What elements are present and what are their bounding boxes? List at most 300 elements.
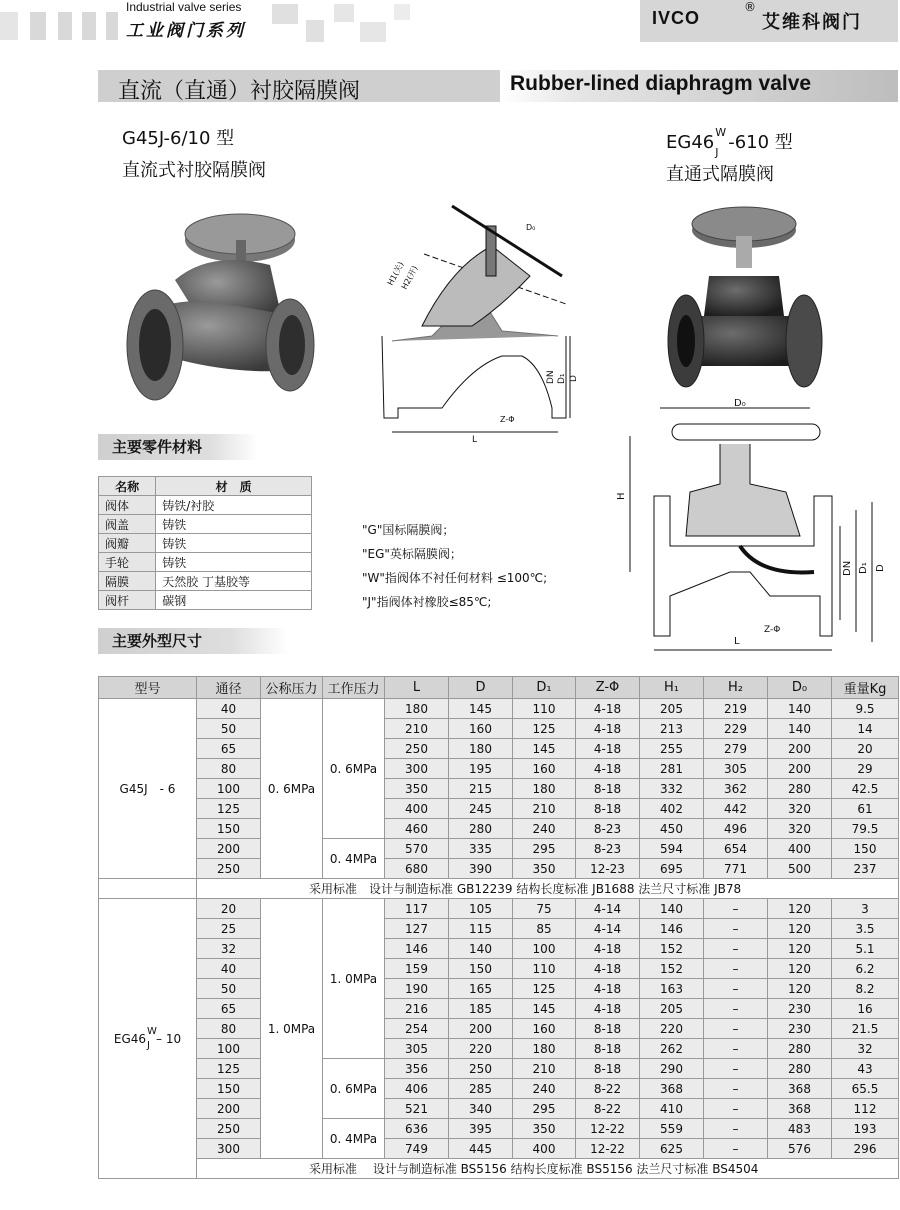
value-cell: 216 [385,999,449,1019]
value-cell: 152 [640,959,704,979]
value-cell: 4-18 [576,759,640,779]
value-cell: 402 [640,799,704,819]
value-cell: 193 [832,1119,899,1139]
value-cell: 4-18 [576,739,640,759]
dn-cell: 50 [197,719,261,739]
svg-text:D₁: D₁ [557,373,567,384]
value-cell: – [704,1039,768,1059]
value-cell: 406 [385,1079,449,1099]
standards-text: 采用标准 设计与制造标准 GB12239 结构长度标准 JB1688 法兰尺寸标准 JB78 [197,879,899,899]
value-cell: 295 [513,1099,576,1119]
materials-header-name: 名称 [99,477,156,496]
value-cell: 296 [832,1139,899,1159]
dn-cell: 80 [197,759,261,779]
value-cell: 152 [640,939,704,959]
table-row [99,1119,899,1139]
value-cell: 3.5 [832,919,899,939]
value-cell: 8-18 [576,779,640,799]
value-cell: 110 [513,959,576,979]
dn-cell: 50 [197,979,261,999]
value-cell: 400 [768,839,832,859]
value-cell: 112 [832,1099,899,1119]
value-cell: 8-18 [576,1039,640,1059]
value-cell: 185 [449,999,513,1019]
nominal-pressure-cell: 1. 0MPa [261,899,323,1159]
value-cell: – [704,959,768,979]
value-cell: 21.5 [832,1019,899,1039]
table-row [99,719,899,739]
value-cell: 110 [513,699,576,719]
part-name: 阀瓣 [99,534,156,553]
table-row [99,899,899,919]
value-cell: 680 [385,859,449,879]
part-name: 隔膜 [99,572,156,591]
table-row [99,979,899,999]
value-cell: 85 [513,919,576,939]
empty-cell [99,879,197,899]
column-header: 型号 [99,677,197,699]
value-cell: 120 [768,899,832,919]
note-w: "W"指阀体不衬任何材料 ≤100℃; [362,571,548,585]
value-cell: 195 [449,759,513,779]
working-pressure-cell: 0. 4MPa [323,1119,385,1159]
value-cell: 180 [449,739,513,759]
value-cell: 250 [449,1059,513,1079]
value-cell: – [704,1059,768,1079]
value-cell: – [704,1119,768,1139]
value-cell: 160 [513,1019,576,1039]
dn-cell: 65 [197,999,261,1019]
value-cell: 695 [640,859,704,879]
series-chinese: 工业阀门系列 [126,21,246,41]
svg-text:D: D [875,564,886,572]
svg-text:D: D [569,375,579,382]
type-notes [362,518,547,614]
table-row [99,739,899,759]
value-cell: 8-22 [576,1079,640,1099]
table-row [99,1139,899,1159]
part-material: 碳钢 [156,591,312,610]
table-row [99,1099,899,1119]
value-cell: 12-23 [576,859,640,879]
left-model-name: 直流式衬胶隔膜阀 [122,160,266,181]
value-cell: 237 [832,859,899,879]
value-cell: 281 [640,759,704,779]
column-header: 通径 [197,677,261,699]
dn-cell: 150 [197,819,261,839]
value-cell: 300 [385,759,449,779]
part-material: 铸铁 [156,534,312,553]
series-english: Industrial valve series [126,0,242,14]
value-cell: 160 [513,759,576,779]
table-row [99,859,899,879]
table-row [99,819,899,839]
value-cell: 450 [640,819,704,839]
right-model-code: EG46 W J -610 型 [666,126,793,159]
value-cell: 400 [385,799,449,819]
value-cell: 145 [449,699,513,719]
value-cell: – [704,919,768,939]
table-row [99,939,899,959]
dn-cell: 250 [197,859,261,879]
value-cell: 190 [385,979,449,999]
right-model-name: 直通式隔膜阀 [666,164,774,185]
svg-text:D₀: D₀ [526,223,536,232]
brand-chinese-name: 艾维科阀门 [762,12,862,33]
value-cell: 42.5 [832,779,899,799]
value-cell: 215 [449,779,513,799]
table-row [99,699,899,719]
value-cell: 280 [768,1059,832,1079]
value-cell: 140 [768,699,832,719]
value-cell: 625 [640,1139,704,1159]
eg46-valve-photo [664,196,824,392]
dn-cell: 20 [197,899,261,919]
value-cell: 229 [704,719,768,739]
g45j-valve-photo [120,200,320,410]
page-title-chinese: 直流（直通）衬胶隔膜阀 [118,79,361,104]
brand-box [640,0,898,42]
value-cell: 146 [385,939,449,959]
part-material: 天然胶 丁基胶等 [156,572,312,591]
value-cell: 29 [832,759,899,779]
dn-cell: 25 [197,919,261,939]
value-cell: 4-18 [576,719,640,739]
table-row [99,999,899,1019]
materials-header-material: 材 质 [156,477,312,496]
dn-cell: 100 [197,779,261,799]
column-header: H₁ [640,677,704,699]
g45j-section-drawing [352,186,590,448]
dn-cell: 80 [197,1019,261,1039]
value-cell: 120 [768,939,832,959]
value-cell: 140 [449,939,513,959]
value-cell: – [704,979,768,999]
value-cell: 127 [385,919,449,939]
value-cell: 200 [768,739,832,759]
value-cell: 356 [385,1059,449,1079]
part-name: 阀杆 [99,591,156,610]
materials-table [98,476,312,610]
column-header: 公称压力 [261,677,323,699]
value-cell: 4-18 [576,979,640,999]
dn-cell: 200 [197,1099,261,1119]
eg46-section-drawing [600,396,896,662]
value-cell: 4-18 [576,939,640,959]
left-model-code: G45J-6/10 型 [122,128,235,149]
model-cell: EG46 W J – 10 [99,899,197,1179]
value-cell: 120 [768,919,832,939]
dn-cell: 300 [197,1139,261,1159]
value-cell: 5.1 [832,939,899,959]
value-cell: 43 [832,1059,899,1079]
value-cell: 140 [768,719,832,739]
value-cell: 8-22 [576,1099,640,1119]
materials-row [99,515,312,534]
value-cell: – [704,1099,768,1119]
materials-section-heading: 主要零件材料 [98,434,258,460]
svg-text:H: H [616,492,627,500]
value-cell: 320 [768,799,832,819]
table-row [99,1039,899,1059]
value-cell: 65.5 [832,1079,899,1099]
value-cell: 445 [449,1139,513,1159]
value-cell: 245 [449,799,513,819]
value-cell: 160 [449,719,513,739]
value-cell: 8.2 [832,979,899,999]
value-cell: 61 [832,799,899,819]
dn-cell: 200 [197,839,261,859]
dn-cell: 100 [197,1039,261,1059]
value-cell: 4-14 [576,899,640,919]
materials-row [99,553,312,572]
value-cell: 290 [640,1059,704,1079]
dimensions-table [98,676,899,1179]
value-cell: – [704,939,768,959]
value-cell: 320 [768,819,832,839]
svg-text:Z-Φ: Z-Φ [500,415,515,424]
value-cell: 180 [513,1039,576,1059]
value-cell: 255 [640,739,704,759]
value-cell: 279 [704,739,768,759]
svg-text:Z-Φ: Z-Φ [764,625,781,635]
column-header: 工作压力 [323,677,385,699]
value-cell: 4-18 [576,999,640,1019]
note-eg: "EG"英标隔膜阀； [362,547,462,561]
value-cell: 368 [640,1079,704,1099]
working-pressure-cell: 0. 6MPa [323,699,385,839]
value-cell: 14 [832,719,899,739]
value-cell: 350 [513,1119,576,1139]
value-cell: 145 [513,999,576,1019]
dn-cell: 125 [197,799,261,819]
svg-text:D₀: D₀ [734,398,746,409]
working-pressure-cell: 1. 0MPa [323,899,385,1059]
value-cell: 146 [640,919,704,939]
value-cell: 570 [385,839,449,859]
value-cell: 390 [449,859,513,879]
value-cell: 210 [513,1059,576,1079]
value-cell: 254 [385,1019,449,1039]
value-cell: 362 [704,779,768,799]
dn-cell: 125 [197,1059,261,1079]
value-cell: 332 [640,779,704,799]
value-cell: 250 [385,739,449,759]
value-cell: 150 [449,959,513,979]
value-cell: 20 [832,739,899,759]
materials-row [99,496,312,515]
svg-text:D₁: D₁ [858,562,869,574]
value-cell: 654 [704,839,768,859]
dn-cell: 32 [197,939,261,959]
value-cell: – [704,1139,768,1159]
value-cell: 395 [449,1119,513,1139]
column-header: D₁ [513,677,576,699]
table-row [99,919,899,939]
value-cell: 240 [513,819,576,839]
value-cell: 559 [640,1119,704,1139]
value-cell: 4-18 [576,959,640,979]
column-header: D [449,677,513,699]
value-cell: 350 [385,779,449,799]
table-row [99,1019,899,1039]
value-cell: 335 [449,839,513,859]
value-cell: 210 [513,799,576,819]
value-cell: 16 [832,999,899,1019]
value-cell: 159 [385,959,449,979]
note-g: "G"国标隔膜阀； [362,523,455,537]
table-row [99,839,899,859]
value-cell: 220 [640,1019,704,1039]
materials-row [99,534,312,553]
dimensions-section-heading: 主要外型尺寸 [98,628,288,654]
column-header: L [385,677,449,699]
value-cell: 460 [385,819,449,839]
value-cell: 483 [768,1119,832,1139]
value-cell: 140 [640,899,704,919]
value-cell: – [704,1079,768,1099]
materials-header-row [99,477,312,496]
value-cell: 125 [513,979,576,999]
working-pressure-cell: 0. 4MPa [323,839,385,879]
page-title-english: Rubber-lined diaphragm valve [510,72,812,95]
column-header: D₀ [768,677,832,699]
value-cell: – [704,899,768,919]
table-row [99,759,899,779]
value-cell: 8-18 [576,1059,640,1079]
value-cell: 400 [513,1139,576,1159]
column-header: 重量Kg [832,677,899,699]
svg-text:H1(关): H1(关) [385,260,406,287]
svg-text:H2(开): H2(开) [399,264,420,291]
value-cell: 180 [385,699,449,719]
value-cell: 213 [640,719,704,739]
brand-logo: IVCO [652,8,701,28]
value-cell: 230 [768,999,832,1019]
part-name: 手轮 [99,553,156,572]
value-cell: 576 [768,1139,832,1159]
value-cell: – [704,999,768,1019]
value-cell: 521 [385,1099,449,1119]
table-row [99,959,899,979]
value-cell: 210 [385,719,449,739]
value-cell: 9.5 [832,699,899,719]
part-material: 铸铁 [156,553,312,572]
part-material: 铸铁 [156,515,312,534]
column-header: H₂ [704,677,768,699]
materials-row [99,572,312,591]
value-cell: 120 [768,979,832,999]
value-cell: 125 [513,719,576,739]
dn-cell: 250 [197,1119,261,1139]
value-cell: 165 [449,979,513,999]
value-cell: 280 [768,779,832,799]
value-cell: 368 [768,1099,832,1119]
svg-text:DN: DN [842,560,853,576]
value-cell: 100 [513,939,576,959]
value-cell: 4-14 [576,919,640,939]
value-cell: 8-23 [576,819,640,839]
svg-text:L: L [472,435,478,445]
value-cell: 280 [768,1039,832,1059]
value-cell: 117 [385,899,449,919]
value-cell: 442 [704,799,768,819]
value-cell: 3 [832,899,899,919]
value-cell: 205 [640,699,704,719]
value-cell: 305 [704,759,768,779]
table-row [99,799,899,819]
table-row [99,1059,899,1079]
standards-row [99,879,899,899]
value-cell: 240 [513,1079,576,1099]
table-row [99,1079,899,1099]
materials-row [99,591,312,610]
standards-row [99,1159,899,1179]
value-cell: 150 [832,839,899,859]
value-cell: 200 [768,759,832,779]
value-cell: 636 [385,1119,449,1139]
value-cell: 105 [449,899,513,919]
value-cell: 295 [513,839,576,859]
part-name: 阀盖 [99,515,156,534]
part-material: 铸铁/衬胶 [156,496,312,515]
value-cell: 8-18 [576,1019,640,1039]
value-cell: 120 [768,959,832,979]
value-cell: 368 [768,1079,832,1099]
value-cell: 496 [704,819,768,839]
dn-cell: 40 [197,699,261,719]
value-cell: 749 [385,1139,449,1159]
value-cell: 12-22 [576,1119,640,1139]
value-cell: 180 [513,779,576,799]
dn-cell: 65 [197,739,261,759]
value-cell: 219 [704,699,768,719]
table-row [99,779,899,799]
value-cell: 163 [640,979,704,999]
value-cell: 32 [832,1039,899,1059]
value-cell: – [704,1019,768,1039]
value-cell: 500 [768,859,832,879]
value-cell: 230 [768,1019,832,1039]
dn-cell: 150 [197,1079,261,1099]
svg-text:DN: DN [546,370,556,384]
value-cell: 262 [640,1039,704,1059]
value-cell: 8-23 [576,839,640,859]
standards-text: 采用标准 设计与制造标准 BS5156 结构长度标准 BS5156 法兰尺寸标准 BS4504 [197,1159,899,1179]
note-j: "J"指阀体衬橡胶≤85℃; [362,595,492,609]
value-cell: 771 [704,859,768,879]
value-cell: 4-18 [576,699,640,719]
model-cell: G45J - 6 [99,699,197,879]
value-cell: 340 [449,1099,513,1119]
part-name: 阀体 [99,496,156,515]
value-cell: 205 [640,999,704,1019]
dn-cell: 40 [197,959,261,979]
value-cell: 594 [640,839,704,859]
registered-mark: ® [744,0,756,14]
dimensions-header-row [99,677,899,699]
column-header: Z-Φ [576,677,640,699]
value-cell: 410 [640,1099,704,1119]
value-cell: 79.5 [832,819,899,839]
value-cell: 285 [449,1079,513,1099]
working-pressure-cell: 0. 6MPa [323,1059,385,1119]
svg-text:L: L [734,636,740,647]
value-cell: 220 [449,1039,513,1059]
value-cell: 12-22 [576,1139,640,1159]
value-cell: 350 [513,859,576,879]
value-cell: 305 [385,1039,449,1059]
